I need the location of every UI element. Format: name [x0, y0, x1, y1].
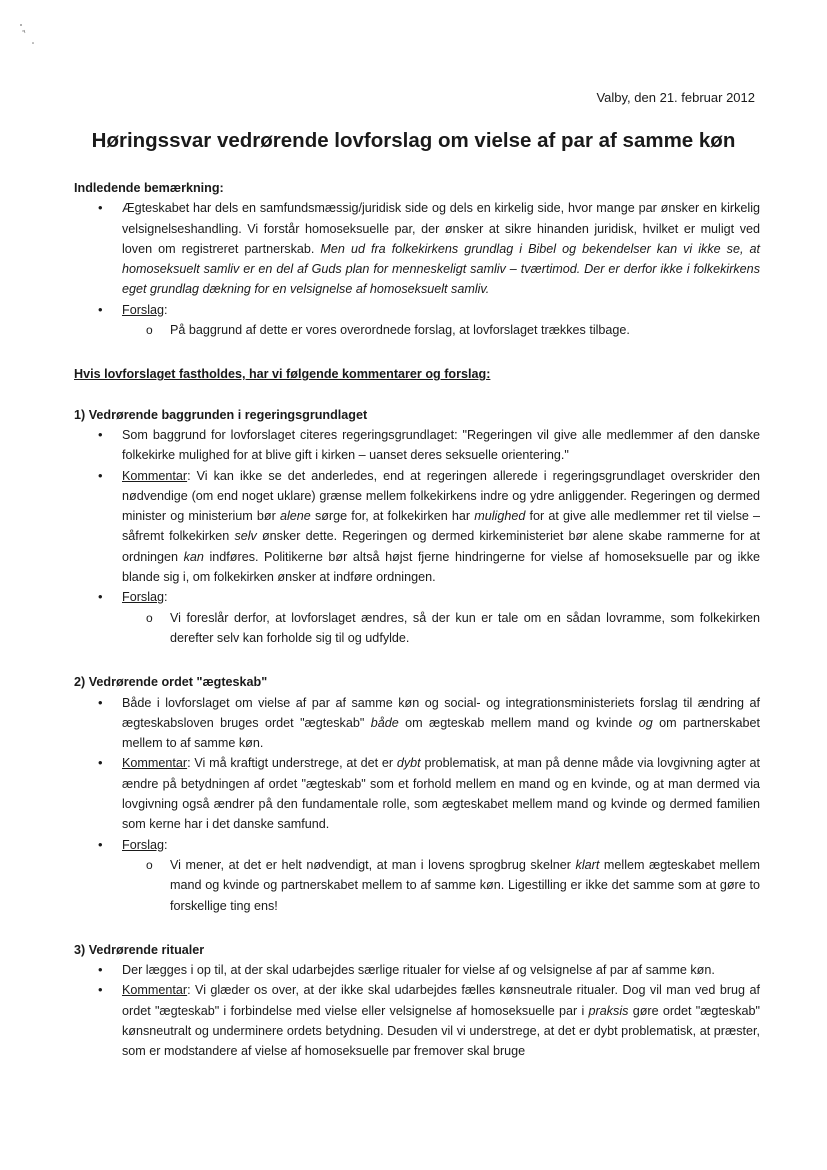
forslag-label: Forslag — [122, 590, 164, 605]
text: om ægteskab mellem mand og kvinde — [405, 715, 633, 730]
italic-text: klart — [575, 857, 600, 872]
intro-text: Ægteskabet har dels en samfundsmæssig/juridisk side og dels en kirkelig side, hvor mange par ønsker en kirkelig velsignelseshandling. Vi forstår homoseksuelle par, der ønsker at sikre hinanden juridisk, hvilket er muligt ved loven om registreret partnerskab. — [122, 201, 760, 256]
italic-text: kan — [183, 549, 204, 564]
italic-text: og — [638, 715, 653, 730]
text: mellem ægteskabet mellem mand og kvinde og partnerskabet mellem to af samme køn. Ligestilling er ikke det samme som at gøre to forskellige ting ens! — [170, 857, 760, 913]
kommentar-label: Kommentar — [122, 756, 188, 771]
forslag-label: Forslag — [122, 837, 164, 852]
fallback-heading: Hvis lovforslaget fastholdes, har vi følgende kommentarer og forslag: — [74, 367, 491, 382]
text: Både i lovforslaget om vielse af par af samme køn og social- og integrationsministeriets forslag til ændring af ægteskabsloven bruges ordet "ægteskab" — [122, 695, 760, 730]
italic-text: mulighed — [474, 509, 526, 524]
list-item: • Forslag: o Vi mener, at det er helt nødvendigt, at man i lovens sprogbrug skelner klart mellem ægteskabet mellem mand og kvinde og partnerskabet mellem to af samme køn. Ligestilling er ikke det samme som at gøre to forskellige ting ens! — [122, 835, 760, 916]
section-2-bullets — [74, 693, 760, 916]
forslag-label: Forslag — [122, 302, 164, 317]
sub-item — [170, 855, 760, 916]
sub-list — [122, 855, 760, 916]
intro-italic-text: Men ud fra folkekirkens grundlag i Bibel og bekendelser kan vi ikke se, at homoseksuelt samliv er en del af Guds plan for menneskeligt samliv – tværtimod. Der er derfor ikke i folkekirkens eget grundlag dækning for en velsignelse af homoseksuelt samliv. — [122, 241, 761, 297]
list-item: • Der lægges i op til, at der skal udarbejdes særlige ritualer for vielse af og velsignelse af par af samme køn. — [122, 960, 760, 980]
text: Vi mener, at det er helt nødvendigt, at man i lovens sprogbrug skelner — [170, 857, 571, 872]
scan-specks — [18, 22, 48, 52]
section-2 — [74, 672, 760, 916]
sub-list — [122, 320, 760, 340]
italic-text: både — [370, 715, 399, 730]
list-item: • Som baggrund for lovforslaget citeres regeringsgrundlaget: "Regeringen vil give alle medlemmer af den danske folkekirke mulighed for at blive gift i kirken – uanset deres seksuelle orientering." — [122, 425, 760, 466]
document-date: Valby, den 21. februar 2012 — [596, 90, 755, 105]
kommentar-label: Kommentar — [122, 468, 188, 483]
sub-list — [122, 608, 760, 649]
section-3-heading: 3) Vedrørende ritualer — [74, 942, 205, 957]
document-title: Høringssvar vedrørende lovforslag om vielse af par af samme køn — [91, 129, 736, 152]
text: indføres. Politikerne bør altså højst fjerne hindringerne for vielse af homoseksuelle par og ikke blande sig i, om folkekirken ønsker at indføre ordningen. — [122, 549, 761, 585]
list-item — [122, 198, 760, 299]
text: om partnerskabet mellem to af samme køn. — [122, 715, 761, 751]
intro-heading: Indledende bemærkning: — [74, 181, 224, 195]
italic-text: praksis — [588, 1003, 629, 1018]
sub-item: o Vi foreslår derfor, at lovforslaget ændres, så der kun er tale om en sådan lovramme, som folkekirken derefter selv kan forholde sig til og udfylde. — [170, 608, 760, 649]
italic-text: selv — [234, 529, 257, 544]
section-3-bullets — [74, 960, 760, 1061]
section-3 — [74, 940, 760, 1062]
text: problematisk, at man på denne måde via lovgivning agter at ændre på betydningen af ordet "ægteskab" som et forhold mellem en mand og en kvinde, og at man dermed via lovgivning også ændrer på den fundamentale rolle, som ægteskabet mellem mand og kvinde og dermed familien som kerne har i det danske samfund. — [122, 756, 761, 832]
document-body — [74, 178, 760, 1062]
text: : Vi kan ikke se det anderledes, end at regeringen allerede i regeringsgrundlaget overskrider den nødvendige (om end noget uklare) grænse mellem folkekirkens indre og ydre anliggender. Regeringen og dermed minister og ministerium bør — [122, 468, 760, 524]
text: : Vi glæder os over, at der ikke skal udarbejdes fælles kønsneutrale ritualer. Dog vil man ved brug af ordet "ægteskab" i forbindelse med vielse eller velsignelse af homoseksuelle par i — [122, 983, 760, 1018]
section-1 — [74, 405, 760, 649]
intro-bullets — [74, 198, 760, 340]
list-item — [122, 693, 760, 754]
list-item: • Forslag: o På baggrund af dette er vores overordnede forslag, at lovforslaget trækkes tilbage. — [122, 300, 760, 341]
text: : Vi må kraftigt understrege, at det er — [187, 756, 394, 771]
text: for at give alle medlemmer ret til vielse – såfremt folkekirken — [122, 509, 761, 544]
section-1-bullets — [74, 425, 760, 648]
italic-text: dybt — [396, 756, 421, 771]
list-item — [122, 466, 760, 588]
text: sørge for, at folkekirken har — [314, 509, 471, 524]
kommentar-label: Kommentar — [122, 983, 188, 998]
italic-text: alene — [279, 509, 311, 524]
intro-section — [74, 178, 760, 340]
text: gøre ordet "ægteskab" kønsneutralt og underminere ordets betydning. Desuden vil vi understrege, at det er dybt problematisk, at præster, som er modstandere af vielse af homoseksuelle par fremover skal bruge — [122, 1003, 761, 1059]
sub-item: o På baggrund af dette er vores overordnede forslag, at lovforslaget trækkes tilbage. — [170, 320, 760, 340]
section-1-heading: 1) Vedrørende baggrunden i regeringsgrundlaget — [74, 407, 368, 422]
text: ønsker dette. Regeringen og dermed kirkeministeriet bør alene skabe rammerne for at ordningen — [122, 529, 760, 564]
list-item: • Forslag: o Vi foreslår derfor, at lovforslaget ændres, så der kun er tale om en sådan lovramme, som folkekirken derefter selv kan forholde sig til og udfylde. — [122, 587, 760, 648]
list-item — [122, 980, 760, 1061]
list-item — [122, 753, 760, 834]
section-2-heading: 2) Vedrørende ordet "ægteskab" — [74, 675, 268, 690]
